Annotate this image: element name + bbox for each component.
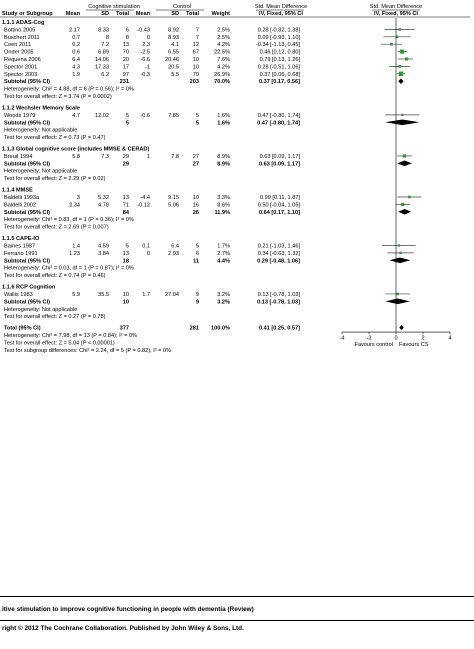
x-tick-label: 2 bbox=[421, 335, 425, 342]
subgroup-title: 1.1.2 Wechsler Memory Scale bbox=[2, 105, 80, 112]
subtotal-weight: 11.9% bbox=[214, 209, 230, 216]
study-sd-control: 8.92 bbox=[168, 27, 179, 34]
study-ci: 0.79 [0.13, 1.26] bbox=[259, 57, 300, 63]
study-square bbox=[403, 154, 406, 157]
study-name: Coen 2011 bbox=[4, 42, 31, 49]
study-total-cs: 13 bbox=[122, 195, 129, 202]
subgroup-title: 1.1.1 ADAS-Cog bbox=[2, 20, 45, 26]
study-weight: 4.2% bbox=[217, 64, 230, 71]
subtotal-total-cs: 10 bbox=[122, 299, 129, 306]
subtotal-total-cs: 18 bbox=[122, 258, 129, 265]
study-name: Bottino 2005 bbox=[4, 27, 36, 34]
overall-effect-text: Test for overall effect: Z = 0.73 (P = 0.47) bbox=[4, 135, 106, 142]
header-smd-sub: IV, Fixed, 95% CI bbox=[259, 11, 303, 17]
study-square bbox=[408, 196, 411, 199]
study-ci: 0.50 [-0.04, 1.05] bbox=[257, 202, 300, 209]
study-ci: 0.28 [-0.51, 1.06] bbox=[257, 64, 300, 71]
study-total-control: 7 bbox=[195, 27, 199, 34]
study-name: Baldelli 2002 bbox=[4, 202, 37, 209]
study-ci: 0.46 [0.12, 0.80] bbox=[259, 49, 300, 56]
study-total-cs: 13 bbox=[122, 250, 129, 257]
favours-cs-label: Favours CS bbox=[399, 342, 429, 349]
study-mean-control: 1.7 bbox=[142, 291, 150, 298]
subtotal-ci: 0.41 [0.25, 0.57] bbox=[258, 325, 300, 332]
study-total-cs: 5 bbox=[125, 112, 129, 119]
study-total-control: 5 bbox=[195, 112, 199, 119]
study-mean-cs: 3 bbox=[76, 195, 80, 202]
study-mean-control: -0.3 bbox=[140, 71, 150, 78]
favours-control-label: Favours control bbox=[354, 342, 393, 349]
header-smd: Std. Mean Difference bbox=[254, 4, 308, 10]
study-sd-cs: 12.02 bbox=[95, 112, 109, 119]
subtotal-weight: 100.0% bbox=[211, 325, 230, 332]
heterogeneity-text: Heterogeneity: Chi² = 4.88, df = 6 (P = 0.56); I² = 0% bbox=[4, 86, 134, 93]
study-ci: 0.09 [-0.93, 1.10] bbox=[257, 34, 300, 41]
study-square bbox=[399, 72, 403, 76]
study-sd-cs: 4.78 bbox=[98, 202, 109, 209]
subtotal-weight: 8.9% bbox=[217, 161, 230, 168]
x-tick-label: 4 bbox=[448, 335, 452, 342]
study-sd-control: 6.4 bbox=[171, 243, 179, 250]
summary-diamond bbox=[397, 161, 412, 167]
subgroup-title: 1.1.5 CAPE-IO bbox=[2, 236, 40, 243]
study-total-cs: 20 bbox=[122, 57, 129, 63]
subtotal-total-control: 11 bbox=[193, 258, 199, 265]
subtotal-weight: 3.2% bbox=[217, 299, 230, 306]
study-mean-control: 0 bbox=[146, 34, 150, 41]
study-mean-cs: 4.7 bbox=[72, 112, 80, 119]
overall-effect-text: Test for overall effect: Z = 3.74 (P = 0.0002) bbox=[4, 94, 112, 100]
subtotal-label: Subtotal (95% CI) bbox=[4, 209, 50, 216]
study-mean-control: 0 bbox=[146, 250, 150, 257]
subtotal-total-control: 27 bbox=[192, 161, 199, 168]
study-weight: 1.6% bbox=[217, 112, 230, 119]
subgroup-differences: Test for subgroup differences: Chi² = 2.24, df = 5 (P = 0.82), I² = 0% bbox=[4, 347, 172, 354]
study-mean-control: -0.6 bbox=[140, 112, 150, 119]
study-sd-cs: 14.06 bbox=[95, 57, 109, 63]
study-sd-control: 4.1 bbox=[171, 42, 179, 49]
study-weight: 1.7% bbox=[217, 243, 230, 250]
overall-effect-text: Test for overall effect: Z = 0.27 (P = 0.78) bbox=[4, 314, 106, 321]
study-mean-cs: 6.4 bbox=[72, 57, 80, 63]
study-total-cs: 5 bbox=[125, 243, 129, 250]
study-square bbox=[396, 36, 398, 38]
study-sd-control: 7.8 bbox=[171, 153, 179, 160]
subtotal-ci: 0.63 [0.09, 1.17] bbox=[258, 161, 300, 168]
study-square bbox=[396, 293, 399, 296]
study-weight: 7.6% bbox=[217, 57, 230, 63]
study-sd-control: 9.15 bbox=[168, 195, 179, 202]
study-square bbox=[398, 65, 401, 68]
study-mean-control: -4.4 bbox=[140, 195, 150, 202]
study-weight: 3.3% bbox=[217, 195, 230, 202]
study-sd-control: 7.85 bbox=[168, 112, 179, 119]
study-sd-control: 20.5 bbox=[168, 64, 179, 71]
study-square bbox=[400, 49, 404, 53]
subtotal-ci: 0.47 [-0.80, 1.74] bbox=[257, 120, 300, 127]
subgroup-title: 1.1.4 MMSE bbox=[2, 187, 33, 194]
study-ci: 0.99 [0.11, 1.87] bbox=[259, 195, 300, 202]
study-weight: 3.2% bbox=[217, 291, 230, 298]
study-name: Buschert 2011 bbox=[4, 34, 40, 41]
header-study: Study or Subgroup bbox=[2, 11, 53, 17]
subtotal-label: Subtotal (95% CI) bbox=[4, 258, 50, 265]
study-sd-control: 5.5 bbox=[171, 71, 179, 78]
subtotal-total-control: 5 bbox=[195, 120, 199, 127]
summary-diamond bbox=[390, 257, 411, 263]
study-mean-control: 0.1 bbox=[142, 243, 150, 250]
study-total-cs: 17 bbox=[122, 64, 129, 71]
summary-diamond bbox=[385, 299, 409, 305]
study-sd-control: 27.04 bbox=[165, 291, 179, 298]
study-total-control: 10 bbox=[192, 57, 199, 63]
study-sd-control: 20.46 bbox=[165, 57, 179, 63]
study-sd-cs: 7.3 bbox=[101, 153, 109, 160]
study-weight: 2.7% bbox=[217, 250, 230, 257]
study-sd-cs: 8.33 bbox=[98, 27, 109, 34]
study-sd-cs: 7.2 bbox=[101, 42, 109, 49]
study-name: Spector 2003 bbox=[4, 71, 38, 78]
overall-effect-text: Test for overall effect: Z = 2.69 (P = 0.007) bbox=[4, 224, 109, 231]
subtotal-total-cs: 29 bbox=[122, 161, 129, 168]
header-mean-control: Mean bbox=[135, 11, 150, 17]
study-weight: 26.9% bbox=[214, 71, 230, 78]
summary-diamond bbox=[398, 78, 403, 84]
header-total-control: Total bbox=[186, 11, 199, 17]
study-name: Requena 2006 bbox=[4, 57, 41, 63]
subtotal-label: Subtotal (95% CI) bbox=[4, 161, 50, 168]
study-mean-control: 1 bbox=[146, 153, 150, 160]
footer-copyright: right © 2012 The Cochrane Collaboration. Published by John Wiley & Sons, Ltd. bbox=[2, 625, 244, 632]
study-sd-cs: 6.2 bbox=[101, 71, 109, 78]
study-mean-control: -6.6 bbox=[140, 57, 150, 63]
study-sd-cs: 3.84 bbox=[98, 250, 109, 257]
subtotal-weight: 4.4% bbox=[217, 258, 230, 265]
subtotal-total-control: 203 bbox=[189, 79, 199, 86]
study-total-cs: 10 bbox=[122, 291, 129, 298]
heterogeneity-text: Heterogeneity: Chi² = 0.83, df = 1 (P = 0.36); I² = 0% bbox=[4, 217, 134, 224]
study-name: Breuil 1994 bbox=[4, 153, 33, 160]
overall-effect-text: Test for overall effect: Z = 2.29 (P = 0.02) bbox=[4, 176, 106, 183]
study-mean-cs: 2.17 bbox=[69, 27, 80, 34]
study-ci: 0.63 [0.09, 1.17] bbox=[259, 153, 300, 160]
study-mean-control: -0.12 bbox=[137, 202, 150, 209]
study-mean-cs: 1.23 bbox=[69, 250, 80, 257]
study-ci: 0.28 [-0.82, 1.38] bbox=[257, 27, 300, 34]
study-mean-cs: 2.34 bbox=[69, 202, 80, 209]
study-square bbox=[390, 43, 393, 46]
subtotal-total-control: 281 bbox=[189, 325, 199, 332]
subtotal-ci: 0.13 [-0.78, 1.03] bbox=[257, 299, 300, 306]
study-mean-control: -2.5 bbox=[140, 49, 150, 56]
header-sd-cs: SD bbox=[101, 11, 109, 17]
subtotal-total-control: 26 bbox=[192, 209, 199, 216]
study-ci: -0.34 [-1.13, 0.45] bbox=[255, 42, 300, 49]
study-mean-cs: 5.8 bbox=[72, 153, 80, 160]
x-tick-label: -2 bbox=[366, 335, 372, 342]
study-total-cs: 97 bbox=[122, 71, 129, 78]
study-ci: 0.37 [0.06, 0.68] bbox=[259, 71, 300, 78]
study-weight: 2.5% bbox=[217, 27, 230, 34]
study-sd-control: 6.55 bbox=[168, 49, 179, 56]
study-name: Onder 2005 bbox=[4, 49, 34, 56]
study-name: Baldelli 1993a bbox=[4, 195, 40, 202]
subtotal-ci: 0.64 [0.17, 1.10] bbox=[258, 209, 300, 216]
subtotal-weight: 70.0% bbox=[214, 79, 230, 86]
footer-review-title: itive stimulation to improve cognitive functioning in people with dementia (Review) bbox=[2, 606, 254, 613]
study-weight: 4.2% bbox=[217, 42, 230, 49]
study-name: Woods 1979 bbox=[4, 112, 36, 119]
study-ci: 0.13 [-0.78, 1.03] bbox=[257, 291, 300, 298]
subtotal-weight: 1.6% bbox=[217, 120, 230, 127]
subtotal-label: Subtotal (95% CI) bbox=[4, 79, 50, 86]
study-square bbox=[399, 252, 402, 255]
study-ci: 0.34 [-0.63, 1.32] bbox=[257, 250, 300, 257]
study-square bbox=[401, 114, 403, 116]
header-plot-sub: IV, Fixed, 95% CI bbox=[374, 11, 418, 17]
study-weight: 2.5% bbox=[217, 34, 230, 41]
study-name: Wallis 1983 bbox=[4, 291, 33, 298]
subtotal-total-cs: 84 bbox=[122, 209, 129, 216]
header-weight: Weight bbox=[211, 11, 230, 17]
total-overall-effect: Test for overall effect: Z = 5.04 (P < 0.00001) bbox=[4, 340, 115, 347]
study-mean-control: -0.43 bbox=[137, 27, 150, 34]
study-total-control: 27 bbox=[192, 153, 199, 160]
study-mean-cs: 0.6 bbox=[72, 49, 80, 56]
heterogeneity-text: Heterogeneity: Not applicable bbox=[4, 127, 78, 134]
header-total-cs: Total bbox=[116, 11, 129, 17]
heterogeneity-text: Heterogeneity: Not applicable bbox=[4, 306, 78, 313]
footer-rule-top bbox=[0, 596, 474, 597]
study-total-control: 5 bbox=[195, 243, 199, 250]
heterogeneity-text: Heterogeneity: Chi² = 0.03, df = 1 (P = 0.87); I² = 0% bbox=[4, 265, 134, 272]
subtotal-label: Subtotal (95% CI) bbox=[4, 299, 50, 306]
study-mean-cs: 4.3 bbox=[72, 64, 80, 71]
study-square bbox=[401, 203, 404, 206]
header-sd-control: SD bbox=[171, 11, 179, 17]
subtotal-ci: 0.37 [0.17, 0.56] bbox=[258, 79, 300, 86]
study-total-control: 16 bbox=[192, 202, 199, 209]
subtotal-total-cs: 5 bbox=[125, 120, 129, 127]
study-name: Ferrario 1991 bbox=[4, 250, 38, 257]
study-total-control: 12 bbox=[192, 42, 199, 49]
x-tick-label: 0 bbox=[394, 335, 398, 342]
subgroup-title: 1.1.3 Global cognitive score (includes MMSE & CERAD) bbox=[2, 146, 150, 153]
study-mean-cs: 0.2 bbox=[72, 42, 80, 49]
study-sd-cs: 8 bbox=[105, 34, 109, 41]
heterogeneity-text: Heterogeneity: Not applicable bbox=[4, 168, 78, 175]
study-weight: 22.5% bbox=[214, 49, 230, 56]
study-square bbox=[405, 57, 408, 60]
study-mean-cs: 5.9 bbox=[72, 291, 80, 298]
summary-diamond bbox=[399, 325, 403, 331]
study-name: Spector 2001 bbox=[4, 64, 38, 71]
study-sd-control: 2.93 bbox=[168, 250, 179, 257]
study-total-control: 70 bbox=[192, 71, 199, 78]
subtotal-label: Total (95% CI) bbox=[4, 325, 41, 332]
study-total-control: 10 bbox=[192, 195, 199, 202]
study-total-control: 10 bbox=[192, 64, 199, 71]
header-group-cs: Cognitive stimulation bbox=[88, 4, 140, 10]
study-mean-cs: 1.4 bbox=[72, 243, 80, 250]
study-weight: 8.9% bbox=[217, 153, 230, 160]
subtotal-total-control: 9 bbox=[195, 299, 199, 306]
summary-diamond bbox=[398, 209, 411, 215]
study-total-cs: 8 bbox=[125, 34, 129, 41]
study-mean-cs: 1.9 bbox=[72, 71, 80, 78]
study-ci: 0.21 [-1.03, 1.46] bbox=[257, 243, 300, 250]
study-total-cs: 6 bbox=[125, 27, 129, 34]
study-sd-control: 5.06 bbox=[168, 202, 179, 209]
study-weight: 8.6% bbox=[217, 202, 230, 209]
study-total-cs: 70 bbox=[122, 49, 129, 56]
study-total-control: 67 bbox=[192, 49, 199, 56]
study-mean-control: -1 bbox=[145, 64, 150, 71]
study-ci: 0.47 [-0.80, 1.74] bbox=[257, 112, 300, 119]
total-heterogeneity: Heterogeneity: Chi² = 7.98, df = 13 (P = 0.84); I² = 0% bbox=[4, 333, 137, 340]
study-total-cs: 71 bbox=[122, 202, 129, 209]
header-group-control: Control bbox=[172, 4, 192, 10]
subtotal-ci: 0.29 [-0.48, 1.06] bbox=[257, 258, 300, 265]
study-total-control: 9 bbox=[195, 291, 199, 298]
subtotal-total-cs: 231 bbox=[119, 79, 129, 86]
study-mean-cs: 0.7 bbox=[72, 34, 80, 41]
study-total-cs: 29 bbox=[122, 153, 129, 160]
study-sd-cs: 5.32 bbox=[98, 195, 109, 202]
subtotal-total-cs: 377 bbox=[119, 325, 129, 332]
study-sd-cs: 4.59 bbox=[98, 243, 109, 250]
study-name: Baines 1987 bbox=[4, 243, 36, 250]
subtotal-label: Subtotal (95% CI) bbox=[4, 120, 50, 127]
study-square bbox=[398, 244, 400, 246]
header-plot: Std. Mean Difference bbox=[369, 4, 423, 10]
study-sd-control: 8.93 bbox=[168, 34, 179, 41]
header-mean-cs: Mean bbox=[65, 11, 80, 17]
study-total-control: 7 bbox=[195, 34, 199, 41]
study-mean-control: 2.3 bbox=[142, 42, 150, 49]
study-sd-cs: 6.89 bbox=[98, 49, 109, 56]
study-total-control: 6 bbox=[195, 250, 199, 257]
study-total-cs: 13 bbox=[122, 42, 129, 49]
footer-rule-bottom bbox=[0, 620, 474, 621]
x-tick-label: -4 bbox=[339, 335, 345, 342]
study-square bbox=[399, 28, 401, 30]
summary-diamond bbox=[385, 119, 419, 125]
subgroup-title: 1.1.6 RCP Cognition bbox=[2, 284, 56, 291]
study-sd-cs: 17.33 bbox=[95, 64, 109, 71]
overall-effect-text: Test for overall effect: Z = 0.74 (P = 0.46) bbox=[4, 273, 106, 280]
study-sd-cs: 35.5 bbox=[98, 291, 109, 298]
